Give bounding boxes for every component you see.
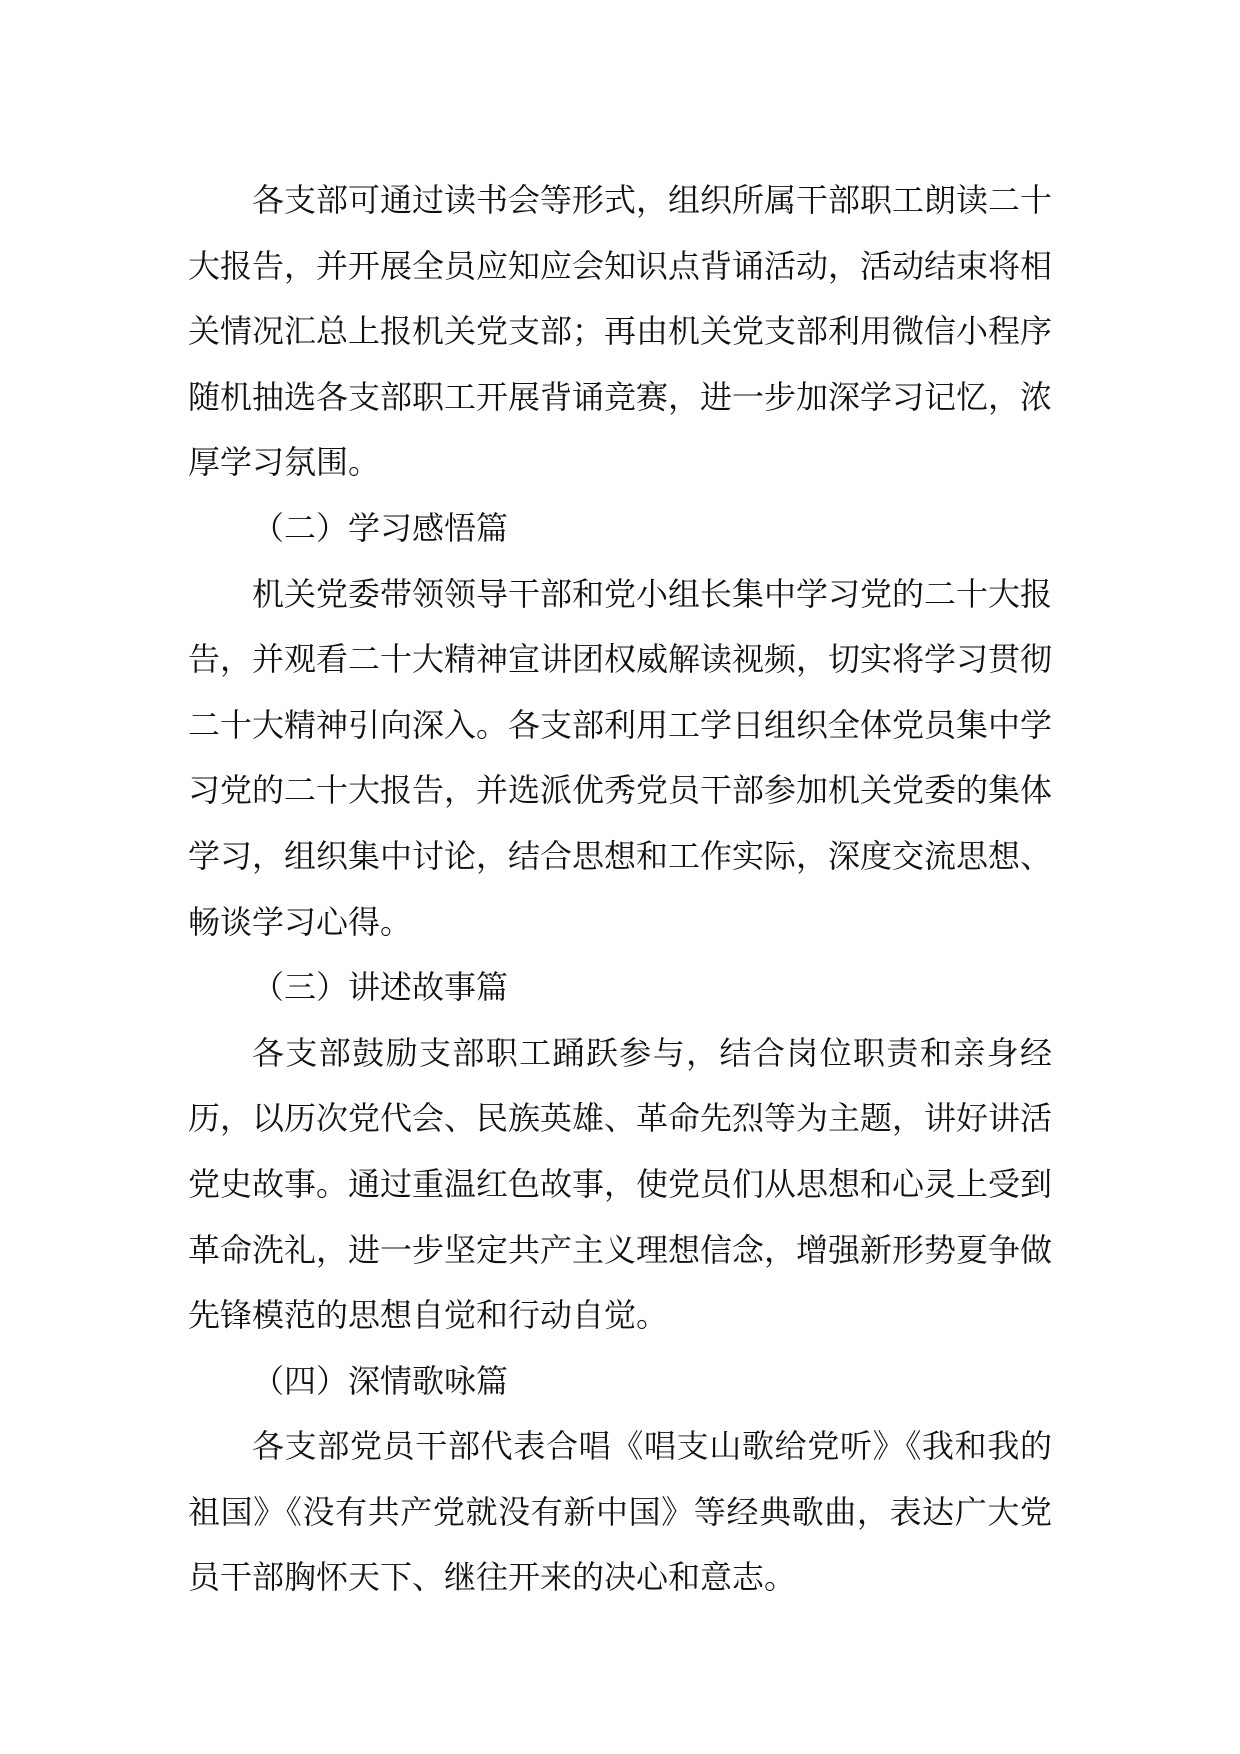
section-heading-storytelling: （三）讲述故事篇 xyxy=(252,968,509,1007)
paragraph-singing: 各支部党员干部代表合唱《唱支山歌给党听》《我和我的祖国》《没有共产党就没有新中国》等经典歌曲，表达广大党员干部胸怀天下、继往开来的决心和意志。 xyxy=(188,1427,1052,1597)
section-heading-study-insights: （二）学习感悟篇 xyxy=(252,508,509,547)
paragraph-reading-activity: 各支部可通过读书会等形式，组织所属干部职工朗读二十大报告，并开展全员应知应会知识点背诵活动，活动结束将相关情况汇总上报机关党支部；再由机关党支部利用微信小程序随机抽选各支部职工开展背诵竞赛，进一步加深学习记忆，浓厚学习氛围。 xyxy=(188,181,1053,482)
section-heading-singing: （四）深情歌咏篇 xyxy=(252,1361,509,1400)
document-body xyxy=(188,168,1052,1611)
paragraph-study-insights: 机关党委带领领导干部和党小组长集中学习党的二十大报告，并观看二十大精神宣讲团权威解读视频，切实将学习贯彻二十大精神引向深入。各支部利用工学日组织全体党员集中学习党的二十大报告，并选派优秀党员干部参加机关党委的集体学习，组织集中讨论，结合思想和工作实际，深度交流思想、畅谈学习心得。 xyxy=(188,574,1053,941)
paragraph-storytelling: 各支部鼓励支部职工踊跃参与，结合岗位职责和亲身经历，以历次党代会、民族英雄、革命先烈等为主题，讲好讲活党史故事。通过重温红色故事，使党员们从思想和心灵上受到革命洗礼，进一步坚定共产主义理想信念，增强新形势夏争做先锋模范的思想自觉和行动自觉。 xyxy=(188,1033,1053,1335)
